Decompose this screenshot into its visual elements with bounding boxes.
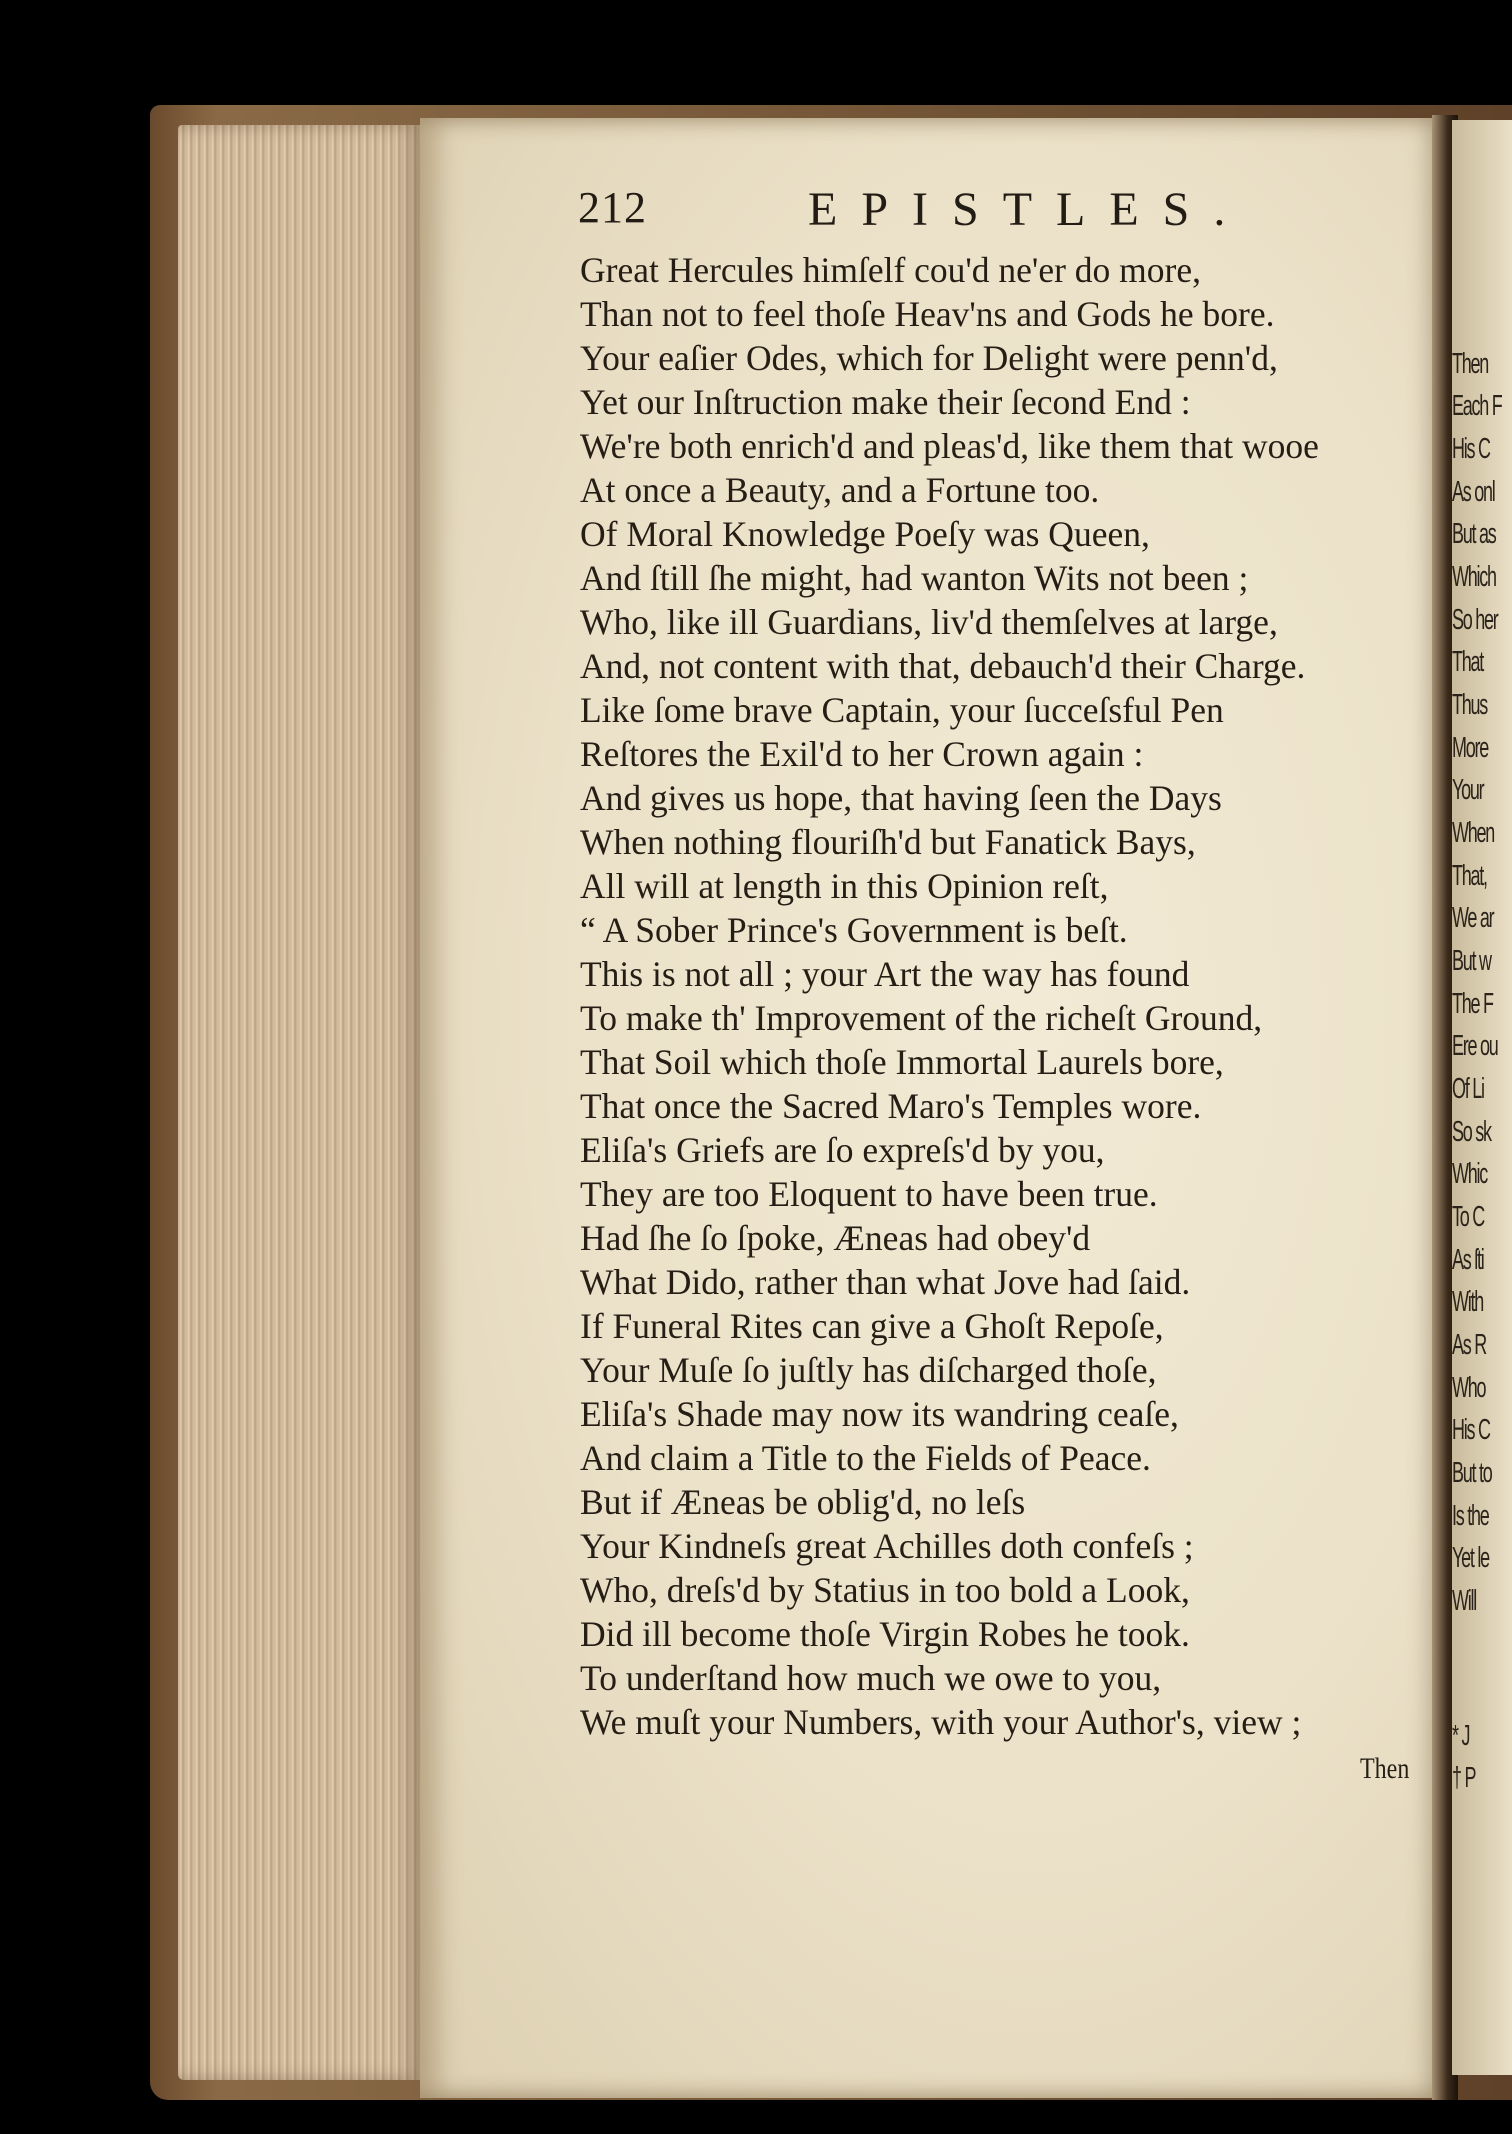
- facing-page: [1452, 120, 1512, 2075]
- verse-line: Like ſome brave Captain, your ſucceſsful Pen: [580, 690, 1224, 730]
- facing-line: Will: [1452, 1585, 1476, 1617]
- verse-line: We muſt your Numbers, with your Author's, view ;: [580, 1702, 1302, 1742]
- facing-footnote: † P: [1452, 1762, 1476, 1794]
- facing-line: Ere ou: [1452, 1030, 1498, 1062]
- verse-line: To underſtand how much we owe to you,: [580, 1658, 1162, 1698]
- facing-line: His C: [1452, 1414, 1490, 1446]
- verse-line: Who, like ill Guardians, liv'd themſelves at large,: [580, 602, 1278, 642]
- verse-line: Eliſa's Griefs are ſo expreſs'd by you,: [580, 1130, 1105, 1170]
- verse-line: Who, dreſs'd by Statius in too bold a Look,: [580, 1570, 1190, 1610]
- verse-line: They are too Eloquent to have been true.: [580, 1174, 1158, 1214]
- facing-line: Thus: [1452, 689, 1488, 721]
- verse-line: Eliſa's Shade may now its wandring ceaſe,: [580, 1394, 1179, 1434]
- verse-line: This is not all ; your Art the way has found: [580, 954, 1190, 994]
- verse-line: Your Muſe ſo juſtly has diſcharged thoſe,: [580, 1350, 1157, 1390]
- facing-line: So her: [1452, 604, 1498, 636]
- verse-line: But if Æneas be oblig'd, no leſs: [580, 1482, 1026, 1522]
- verse-line: To make th' Improvement of the richeſt Ground,: [580, 998, 1263, 1038]
- page-number: 212: [578, 183, 647, 232]
- facing-line: That: [1452, 646, 1484, 678]
- verse-line: Reſtores the Exil'd to her Crown again :: [580, 734, 1144, 774]
- facing-line: But to: [1452, 1457, 1492, 1489]
- facing-footnote: * J: [1452, 1720, 1470, 1752]
- verse-line: Your Kindneſs great Achilles doth confeſs ;: [580, 1526, 1194, 1566]
- verse-line: All will at length in this Opinion reſt,: [580, 866, 1109, 906]
- verse-line: If Funeral Rites can give a Ghoſt Repoſe,: [580, 1306, 1164, 1346]
- facing-line: Whic: [1452, 1158, 1488, 1190]
- verse-line: That Soil which thoſe Immortal Laurels bore,: [580, 1042, 1224, 1082]
- facing-line: Your: [1452, 774, 1484, 806]
- facing-line: To C: [1452, 1201, 1485, 1233]
- verse-line: Than not to feel thoſe Heav'ns and Gods he bore.: [580, 294, 1275, 334]
- verse-line: Did ill become thoſe Virgin Robes he took.: [580, 1614, 1190, 1654]
- verse-line: Your eaſier Odes, which for Delight were penn'd,: [580, 338, 1278, 378]
- facing-line: Each F: [1452, 390, 1502, 422]
- facing-line: The F: [1452, 988, 1493, 1020]
- verse-line: And, not content with that, debauch'd their Charge.: [580, 646, 1306, 686]
- verse-line: We're both enrich'd and pleas'd, like them that wooe: [580, 426, 1319, 466]
- facing-line: More: [1452, 732, 1489, 764]
- verse-line: At once a Beauty, and a Fortune too.: [580, 470, 1100, 510]
- verse-line: That once the Sacred Maro's Temples wore.: [580, 1086, 1202, 1126]
- facing-line: But as: [1452, 518, 1496, 550]
- page-edges: [178, 125, 423, 2080]
- running-title: EPISTLES.: [808, 183, 1250, 236]
- facing-line: Then: [1452, 348, 1489, 380]
- facing-line: As onl: [1452, 476, 1495, 508]
- facing-line: When: [1452, 817, 1495, 849]
- facing-line: We ar: [1452, 902, 1494, 934]
- verse-line: Had ſhe ſo ſpoke, Æneas had obey'd: [580, 1218, 1091, 1258]
- facing-line: That,: [1452, 860, 1487, 892]
- verse-line: Yet our Inſtruction make their ſecond End :: [580, 382, 1191, 422]
- facing-line: Which: [1452, 561, 1496, 593]
- facing-line: His C: [1452, 433, 1490, 465]
- facing-line: As ſti: [1452, 1244, 1484, 1276]
- facing-line: Is the: [1452, 1500, 1489, 1532]
- facing-line: Yet le: [1452, 1542, 1489, 1574]
- facing-line: Who: [1452, 1372, 1486, 1404]
- verse-line: And claim a Title to the Fields of Peace.: [580, 1438, 1151, 1478]
- verse-line: And ſtill ſhe might, had wanton Wits not been ;: [580, 558, 1249, 598]
- verse-line: What Dido, rather than what Jove had ſaid.: [580, 1262, 1191, 1302]
- facing-line: As R: [1452, 1329, 1487, 1361]
- facing-line: But w: [1452, 945, 1491, 977]
- verse-line: Great Hercules himſelf cou'd ne'er do more,: [580, 250, 1201, 290]
- page-header: [578, 182, 1358, 242]
- verse-line: Of Moral Knowledge Poeſy was Queen,: [580, 514, 1150, 554]
- facing-line: With: [1452, 1286, 1483, 1318]
- facing-line: So sk: [1452, 1116, 1491, 1148]
- verse-line: “ A Sober Prince's Government is beſt.: [580, 910, 1128, 950]
- verse-line: When nothing flouriſh'd but Fanatick Bays,: [580, 822, 1196, 862]
- catchword: Then: [1360, 1752, 1410, 1785]
- facing-line: Of Li: [1452, 1073, 1484, 1105]
- verse-line: And gives us hope, that having ſeen the Days: [580, 778, 1222, 818]
